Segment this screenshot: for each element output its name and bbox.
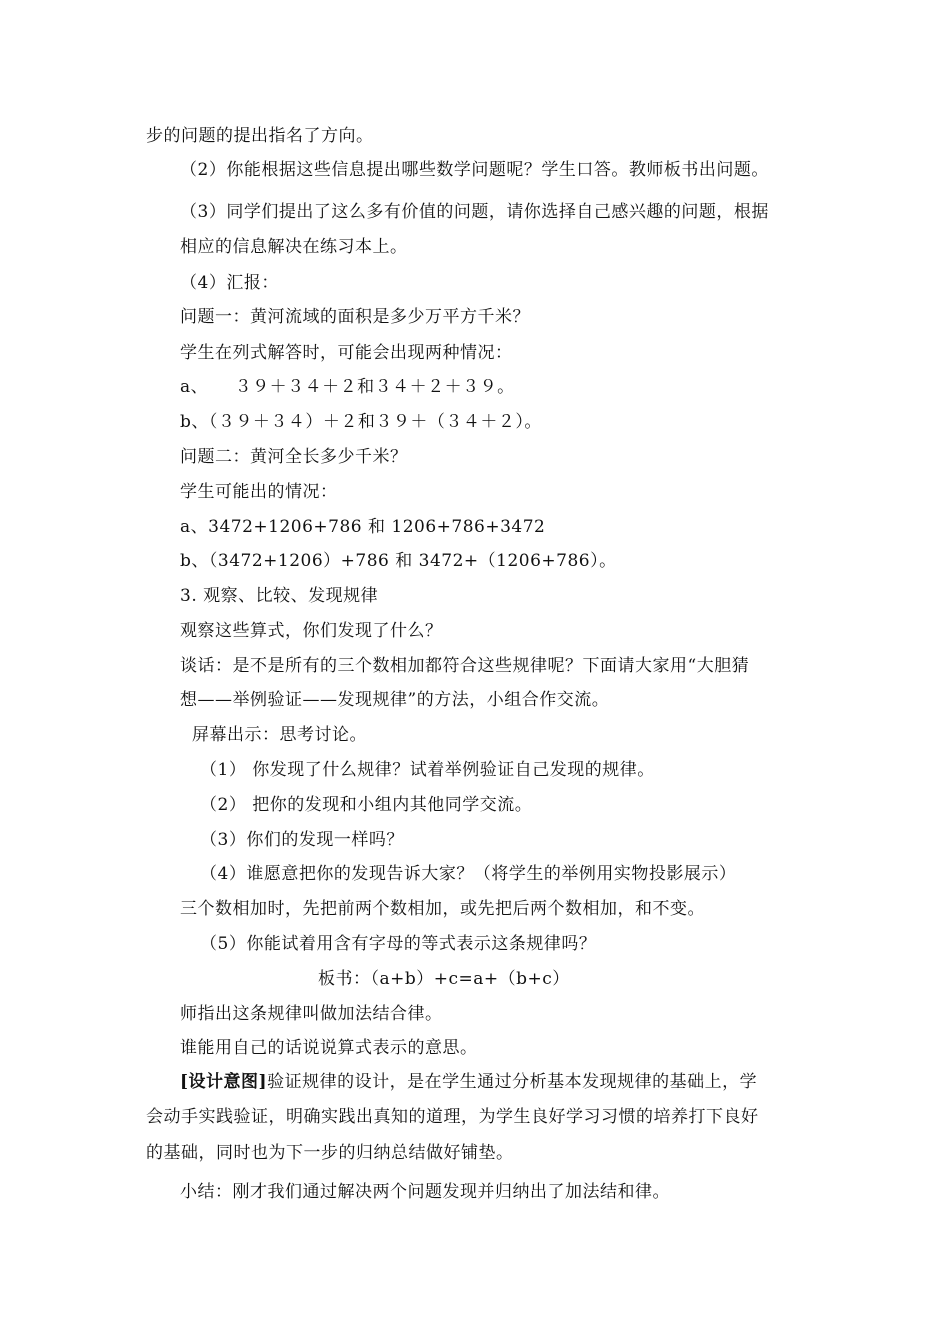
- paragraph-line: 小结：刚才我们通过解决两个问题发现并归纳出了加法结和律。: [180, 1182, 670, 1202]
- paragraph-line: 谈话：是不是所有的三个数相加都符合这些规律呢？下面请大家用“大胆猜: [180, 656, 750, 676]
- paragraph-line: （4）汇报：: [180, 273, 279, 293]
- paragraph-line: 问题一：黄河流域的面积是多少万平方千米？: [180, 307, 530, 327]
- paragraph-line: （3）你们的发现一样吗？: [200, 830, 404, 850]
- paragraph-line: 的基础，同时也为下一步的归纳总结做好铺垫。: [146, 1143, 514, 1163]
- paragraph-line: （5）你能试着用含有字母的等式表示这条规律吗？: [200, 934, 597, 954]
- paragraph-line: 问题二：黄河全长多少千米？: [180, 447, 408, 467]
- paragraph-line: （2） 把你的发现和小组内其他同学交流。: [200, 795, 533, 815]
- paragraph-line: b、（3472+1206）+786 和 3472+（1206+786）。: [180, 551, 617, 571]
- paragraph-line: 师指出这条规律叫做加法结合律。: [180, 1004, 443, 1024]
- paragraph-line: 想——举例验证——发现规律”的方法，小组合作交流。: [180, 690, 610, 710]
- design-intent-label: [设计意图]: [180, 1072, 268, 1092]
- paragraph-line: （1） 你发现了什么规律？试着举例验证自己发现的规律。: [200, 760, 655, 780]
- paragraph-line: 观察这些算式，你们发现了什么？: [180, 621, 443, 641]
- design-intent-line: [180, 1071, 757, 1093]
- paragraph-line: 步的问题的提出指名了方向。: [146, 126, 374, 146]
- paragraph-line: a、3472+1206+786 和 1206+786+3472: [180, 517, 546, 537]
- paragraph-line: 谁能用自己的话说说算式表示的意思。: [180, 1038, 478, 1058]
- paragraph-line: 3. 观察、比较、发现规律: [180, 586, 379, 606]
- paragraph-line: （3）同学们提出了这么多有价值的问题，请你选择自己感兴趣的问题，根据: [180, 202, 769, 222]
- paragraph-line: 相应的信息解决在练习本上。: [180, 237, 408, 257]
- design-intent-text: 验证规律的设计，是在学生通过分析基本发现规律的基础上，学: [267, 1072, 758, 1092]
- paragraph-line: a、 ３９＋３４＋２和３４＋２＋３９。: [180, 377, 515, 397]
- paragraph-line: 板书：（a+b）+c=a+（b+c）: [318, 969, 570, 989]
- paragraph-line: 屏幕出示：思考讨论。: [192, 725, 367, 745]
- paragraph-line: b、（３９＋３４）＋２和３９＋（３４＋２）。: [180, 412, 542, 432]
- paragraph-line: 学生可能出的情况：: [180, 482, 338, 502]
- paragraph-line: 三个数相加时，先把前两个数相加，或先把后两个数相加，和不变。: [180, 899, 705, 919]
- paragraph-line: （4）谁愿意把你的发现告诉大家？（将学生的举例用实物投影展示）: [200, 864, 737, 884]
- paragraph-line: 会动手实践验证，明确实践出真知的道理，为学生良好学习习惯的培养打下良好: [146, 1107, 759, 1127]
- paragraph-line: （2）你能根据这些信息提出哪些数学问题呢？学生口答。教师板书出问题。: [180, 160, 769, 180]
- paragraph-line: 学生在列式解答时，可能会出现两种情况：: [180, 343, 513, 363]
